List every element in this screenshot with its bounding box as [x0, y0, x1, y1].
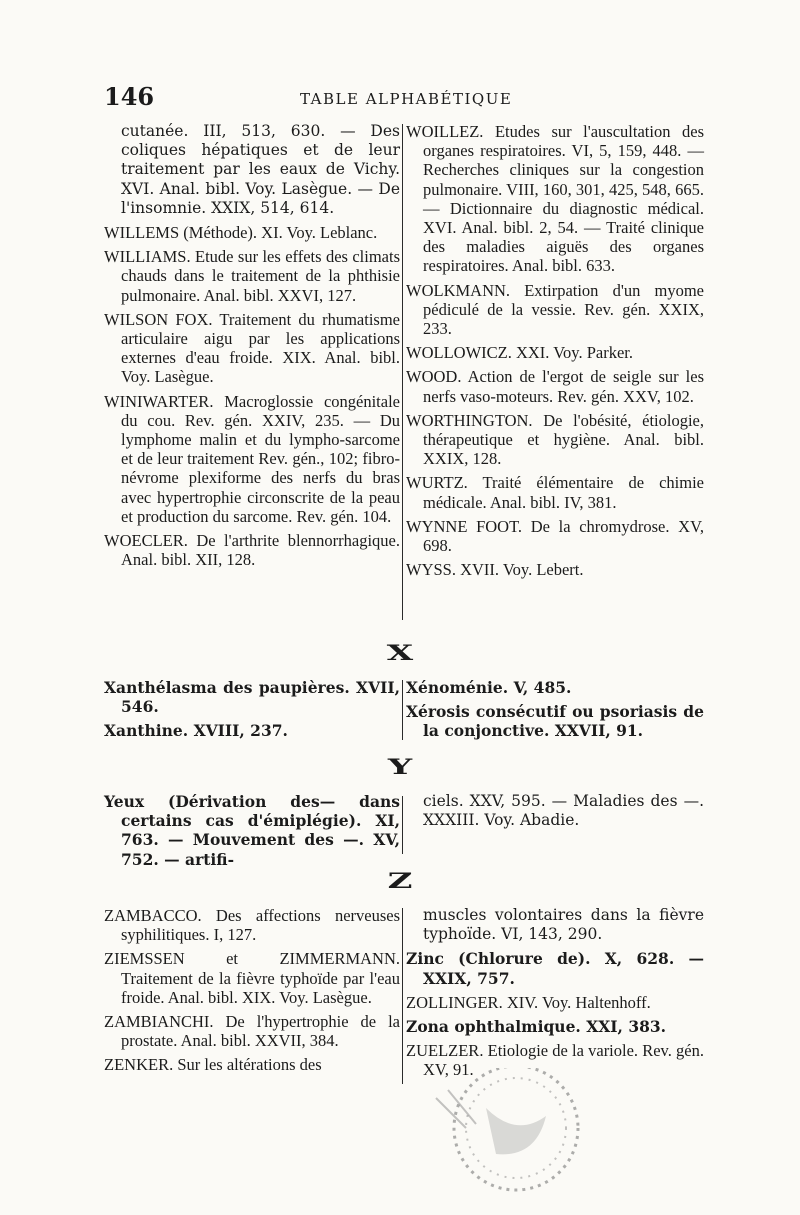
- index-entry: ZAMBACCO. Des affections nerveuses syphilitiques. I, 127.: [104, 906, 400, 945]
- index-entry: ZAMBIANCHI. De l'hypertrophie de la prostate. Anal. bibl. XXVII, 384.: [104, 1012, 400, 1051]
- column-rule: [402, 796, 403, 854]
- left-column: [104, 678, 400, 746]
- column-rule: [402, 908, 403, 1084]
- right-column: [406, 122, 704, 584]
- index-entry: WURTZ. Traité élémentaire de chimie médicale. Anal. bibl. IV, 381.: [406, 473, 704, 512]
- index-entry: ZOLLINGER. XIV. Voy. Haltenhoff.: [406, 992, 651, 1012]
- library-stamp: [396, 1068, 586, 1208]
- index-entry: WOOD. Action de l'ergot de seigle sur les nerfs vaso-moteurs. Rev. gén. XXV, 102.: [406, 367, 704, 406]
- column-rule: [402, 124, 403, 620]
- index-entry: cutanée. III, 513, 630. — Des coliques hépatiques et de leur traitement par les eaux de Vichy. XVI. Anal. bibl. Voy. Lasègue. — De l'insomnie. XXIX, 514, 614.: [121, 122, 400, 217]
- index-entry: Zona ophthalmique. XXI, 383.: [406, 1017, 667, 1037]
- index-entry: Xanthine. XVIII, 237.: [104, 721, 288, 741]
- index-entry: Zinc (Chlorure de). X, 628. — XXIX, 757.: [406, 949, 704, 988]
- index-entry: WOECLER. De l'arthrite blennorrhagique. Anal. bibl. XII, 128.: [104, 531, 400, 570]
- index-entry: WILLIAMS. Etude sur les effets des climats chauds dans le traitement de la phthisie pulmonaire. Anal. bibl. XXVI, 127.: [104, 247, 400, 305]
- index-entry: Xérosis consécutif ou psoriasis de la conjonctive. XXVII, 91.: [406, 702, 704, 741]
- section-letter-y: Y: [387, 754, 413, 780]
- index-entry: WOLLOWICZ. XXI. Voy. Parker.: [406, 343, 633, 363]
- index-entry: muscles volontaires dans la fièvre typhoïde. VI, 143, 290.: [423, 906, 704, 944]
- index-entry: Yeux (Dérivation des— dans certains cas d'émiplégie). XI, 763. — Mouvement des —. XV, 752. — artifi-: [104, 792, 400, 869]
- index-entry: ZUELZER. Etiologie de la variole. Rev. gén. XV, 91.: [406, 1041, 704, 1080]
- section-z: [104, 906, 704, 1086]
- index-entry: WORTHINGTON. De l'obésité, étiologie, thérapeutique et hygiène. Anal. bibl. XXIX, 128.: [406, 410, 704, 469]
- index-entry: ciels. XXV, 595. — Maladies des —. XXXIII. Voy. Abadie.: [423, 792, 704, 830]
- index-entry: WINIWARTER. Macroglossie congénitale du cou. Rev. gén. XXIV, 235. — Du lymphome malin et du lympho-sarcome et de leur traitement Rev. gén., 102; fibro-névrome plexiforme des nerfs du bras avec hypertrophie circonscrite de la peau et production du sarcome. Rev. gén. 104.: [104, 391, 400, 526]
- left-column: [104, 792, 400, 874]
- page-header: [104, 82, 704, 116]
- section-x: [104, 678, 704, 748]
- index-entry: WYNNE FOOT. De la chromydrose. XV, 698.: [406, 516, 704, 556]
- index-entry: Xénoménie. V, 485.: [406, 678, 572, 697]
- section-letter-z: Z: [387, 868, 413, 894]
- index-entry: WILLEMS (Méthode). XI. Voy. Leblanc.: [104, 223, 378, 243]
- index-entry: WOILLEZ. Etudes sur l'auscultation des organes respiratoires. VI, 5, 159, 448. — Recherches cliniques sur la congestion pulmonaire. VIII, 160, 301, 425, 548, 665. — Dictionnaire du diagnostic médical. XVI. Anal. bibl. 2, 54. — Traité clinique des maladies aiguës des organes respiratoires. Anal. bibl. 633.: [406, 122, 704, 276]
- running-title: TABLE ALPHABÉTIQUE: [300, 90, 513, 108]
- section-y: [104, 792, 704, 869]
- index-entry: Xanthélasma des paupières. XVII, 546.: [104, 678, 400, 717]
- left-column: [104, 122, 400, 574]
- section-letter-x: X: [386, 640, 414, 666]
- left-column: [104, 906, 400, 1080]
- right-column: [406, 792, 704, 835]
- index-entry: ZENKER. Sur les altérations des: [104, 1055, 322, 1075]
- right-column: [406, 678, 704, 746]
- section-w: [104, 122, 704, 630]
- right-column: [406, 906, 704, 1085]
- column-rule: [402, 680, 403, 740]
- index-entry: ZIEMSSEN et ZIMMERMANN. Traitement de la fièvre typhoïde par l'eau froide. Anal. bibl. XIX. Voy. Lasègue.: [104, 949, 400, 1007]
- index-entry: WYSS. XVII. Voy. Lebert.: [406, 560, 584, 580]
- index-entry: WILSON FOX. Traitement du rhumatisme articulaire aigu par les applications externes d'eau froide. XIX. Anal. bibl. Voy. Lasègue.: [104, 309, 400, 387]
- page-number: 146: [104, 82, 155, 111]
- index-entry: WOLKMANN. Extirpation d'un myome pédiculé de la vessie. Rev. gén. XXIX, 233.: [406, 280, 704, 339]
